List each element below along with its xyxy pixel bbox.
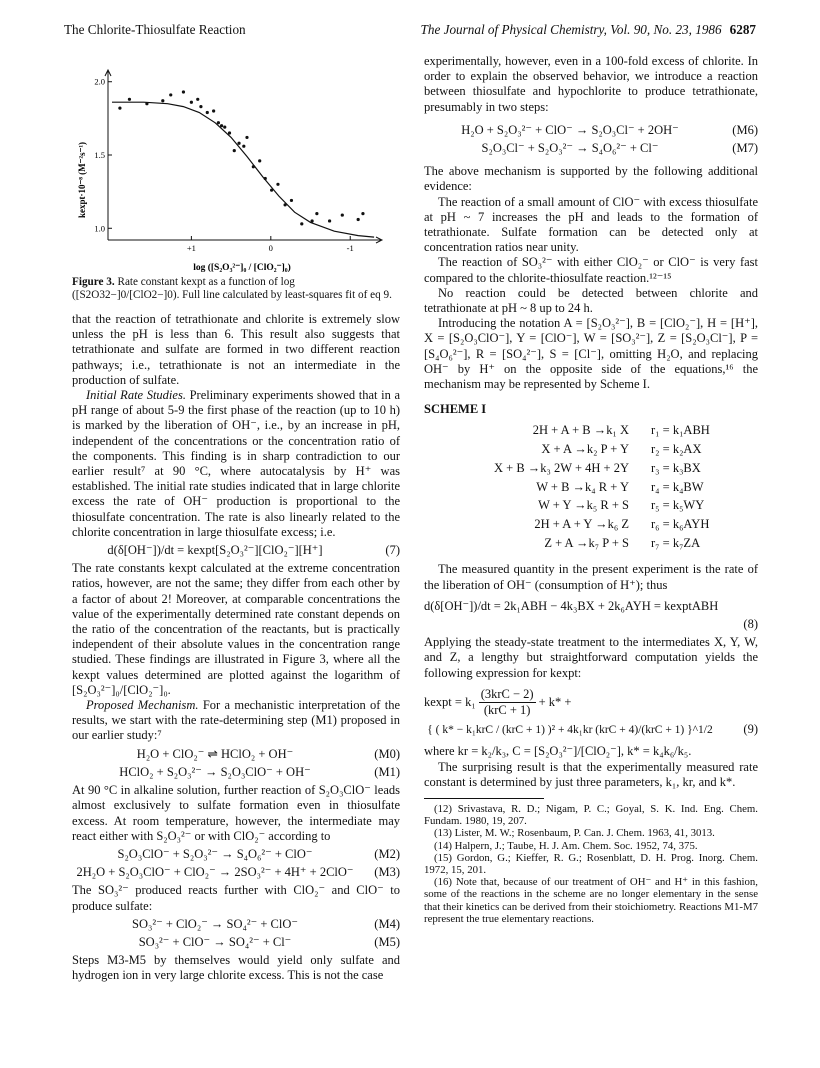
data-point — [145, 102, 148, 105]
data-point — [270, 189, 273, 192]
right-paragraph-9: where kr = k₂/k₃, C = [S₂O₃²⁻]/[ClO₂⁻], k* = k₄k₆/k₅. — [424, 744, 692, 759]
scheme-step-3 — [424, 461, 758, 476]
equation-8 — [424, 599, 758, 614]
y-tick-label: 1.0 — [94, 223, 105, 234]
right-paragraph-7: The measured quantity in the present experiment is the rate of the liberation of OH⁻ (consumption of H⁺); thus — [424, 562, 758, 592]
data-point — [242, 145, 245, 148]
right-paragraph-5: No reaction could be detected between chlorite and tetrathionate at pH ~ 8 up to 24 h. — [424, 285, 758, 316]
right-paragraph-4: The reaction of SO₃²⁻ with either ClO₂⁻ or ClO⁻ is very fast compared to the chlorite-thiosulfate reaction.¹²⁻¹⁵ — [424, 255, 758, 285]
reaction-m5 — [72, 935, 400, 950]
reaction-m1 — [72, 765, 400, 780]
equation-9-tag: (9) — [743, 722, 758, 737]
x-tick-label: -1 — [346, 243, 354, 253]
reaction-m3-tag: (M3) — [374, 865, 400, 880]
scheme-step-1 — [424, 423, 758, 438]
section-heading-mechanism: Proposed Mechanism. — [86, 698, 199, 713]
data-point — [276, 183, 279, 186]
equation-9-fraction — [479, 687, 536, 718]
data-points — [118, 90, 364, 225]
reaction-m7 — [424, 141, 758, 156]
reaction-m5-body: SO₃²⁻ + ClO⁻ → SO₄²⁻ + Cl⁻ — [138, 934, 292, 949]
equation-9-numerator: (3krC − 2) — [479, 687, 536, 703]
reaction-m7-tag: (M7) — [732, 141, 758, 156]
left-column — [72, 62, 400, 984]
data-point — [328, 219, 331, 222]
data-point — [361, 212, 364, 215]
y-tick-label: 2.0 — [94, 76, 105, 87]
data-point — [228, 131, 231, 134]
x-ticks — [187, 236, 354, 253]
data-point — [206, 111, 209, 114]
data-point — [118, 107, 121, 110]
scheme-step-2 — [424, 442, 758, 457]
reaction-m0 — [72, 747, 400, 762]
figure-3 — [72, 62, 400, 274]
scheme-reaction: 2H + A + Y →k₆ Z — [534, 516, 629, 531]
data-point — [357, 218, 360, 221]
equation-9-root-row — [424, 722, 758, 738]
reaction-m3 — [72, 865, 400, 880]
x-axis-label: log ([S₂O₃²⁻]₀ / [ClO₂⁻]₀) — [193, 263, 291, 273]
data-point — [212, 109, 215, 112]
right-column — [424, 54, 758, 925]
scheme-title: SCHEME I — [424, 402, 487, 417]
scheme-1 — [424, 423, 758, 550]
reaction-m0-body: H₂O + ClO₂⁻ ⇌ HClO₂ + OH⁻ — [136, 746, 294, 761]
reaction-m1-body: HClO₂ + S₂O₃²⁻ → S₂O₃ClO⁻ + OH⁻ — [119, 764, 311, 779]
data-point — [245, 136, 248, 139]
reaction-m3-body: 2H₂O + S₂O₃ClO⁻ + ClO₂⁻ → 2SO₃²⁻ + 4H⁺ + 2ClO⁻ — [76, 865, 354, 880]
data-point — [217, 121, 220, 124]
data-point — [315, 212, 318, 215]
reaction-m4-body: SO₃²⁻ + ClO₂⁻ → SO₄²⁻ + ClO⁻ — [132, 916, 298, 931]
right-paragraph-10: The surprising result is that the experimentally measured rate constant is determined by just three parameters, k₁, kr, and k*. — [424, 759, 758, 789]
reaction-m6-tag: (M6) — [732, 122, 758, 137]
scheme-reaction: W + Y →k₅ R + S — [538, 498, 629, 513]
scheme-step-6 — [424, 517, 758, 532]
data-point — [311, 219, 314, 222]
right-paragraph-8: Applying the steady-state treatment to the intermediates X, Y, W, and Z, a lengthy but straightforward computation yields the following expression for kexpt: — [424, 635, 758, 680]
scheme-rate-law: r₇ = k₇ZA — [651, 535, 701, 550]
data-point — [199, 105, 202, 108]
scheme-rate-law: r₅ = k₅WY — [651, 498, 705, 513]
scheme-step-7 — [424, 536, 758, 551]
scheme-rate-law: r₄ = k₄BW — [651, 479, 704, 494]
equation-9 — [424, 687, 758, 739]
footnote-rule — [424, 798, 544, 799]
data-point — [290, 199, 293, 202]
equation-9-lhs: kexpt = k₁ — [424, 694, 476, 709]
data-point — [237, 142, 240, 145]
scheme-reaction: X + B →k₃ 2W + 4H + 2Y — [494, 460, 629, 475]
figure-caption-text: Rate constant kexpt as a function of log ([S2O32−]0/[ClO2−]0). Full line calculated by least-squares fit of eq 9. — [72, 276, 392, 301]
footnotes — [424, 803, 758, 925]
data-point — [252, 165, 255, 168]
right-paragraph-2: The above mechanism is supported by the following additional evidence: — [424, 164, 758, 194]
scheme-reaction: W + B →k₄ R + Y — [536, 479, 629, 494]
right-paragraph-3: The reaction of a small amount of ClO⁻ with excess thiosulfate at pH ~ 7 increases the pH and leads to the formation of tetrathionate. Sulfate formation can be detected only at concentration ratios near unity. — [424, 194, 758, 255]
data-point — [258, 159, 261, 162]
data-point — [128, 98, 131, 101]
fit-curve — [112, 102, 374, 237]
data-point — [220, 124, 223, 127]
running-head-right — [421, 22, 756, 38]
equation-7-body: d(δ[OH⁻])/dt = kexpt[S₂O₃²⁻][ClO₂⁻][H⁺] — [107, 543, 323, 558]
reaction-m2 — [72, 847, 400, 862]
scheme-step-5 — [424, 498, 758, 513]
x-tick-label: +1 — [186, 243, 196, 253]
equation-9-root: { ( k* − k₁krC / (krC + 1) )² + 4k₁kr (krC + 4)/(krC + 1) }^1/2 — [427, 724, 713, 737]
footnote-15: (15) Gordon, G.; Kieffer, R. G.; Rosenblatt, D. H. Prog. Inorg. Chem. 1972, 15, 201. — [424, 851, 758, 877]
scheme-rate-law: r₃ = k₃BX — [651, 460, 701, 475]
y-ticks — [94, 77, 112, 234]
right-paragraph-1: experimentally, however, even in a 100-fold excess of chlorite. In order to explain the observed behavior, we introduce a reaction between thiosulfate and hypochlorite to produce tetrathionate, presumably in two steps: — [424, 54, 758, 114]
left-paragraph-1: that the reaction of tetrathionate and chlorite is extremely slow unless the pH is less than 6. This result also suggests that tetrathionate and sulfate are formed in two different reaction pathways; i.e., tetrathionate is not an intermediate in the production of sulfate. — [72, 312, 400, 387]
footnote-16: (16) Note that, because of our treatment of OH⁻ and H⁺ in this fashion, some of the reactions in the scheme are no longer elementary in the sense that their kinetics can be derived from their stoichiometry. Reactions M1-M7 represent the true elementary reactions. — [424, 876, 758, 925]
figure-caption-label: Figure 3. — [72, 276, 115, 288]
scheme-rate-law: r₆ = k₆AYH — [651, 516, 710, 531]
equation-7 — [72, 543, 400, 558]
figure-3-chart — [72, 62, 400, 274]
chart-axes — [105, 70, 382, 243]
left-paragraph-2 — [72, 388, 400, 540]
right-paragraph-6: Introducing the notation A = [S₂O₃²⁻], B = [ClO₂⁻], H = [H⁺], X = [S₂O₃ClO⁻], Y = [ClO⁻], W = [SO₃²⁻], Z = [S₂O₃Cl⁻], P = [S₄O₆²⁻], R = [SO₄²⁻], S = [Cl⁻], omitting H₂O, and replacing OH⁻ by H⁺ on the opposite side of the equations,¹⁶ the mechanism may be represented by Scheme I. — [424, 316, 758, 392]
data-point — [264, 177, 267, 180]
data-point — [341, 213, 344, 216]
reaction-m2-tag: (M2) — [374, 846, 400, 861]
scheme-rate-law: r₂ = k₂AX — [651, 442, 702, 457]
left-paragraph-5: At 90 °C in alkaline solution, further reaction of S₂O₃ClO⁻ leads almost exclusively to sulfate formation even in thiosulfate excess. At room temperature, however, the intermediate may react either with S₂O₃²⁻ or with ClO₂⁻ according to — [72, 783, 400, 843]
equation-8-tag-row — [424, 617, 758, 632]
equation-7-tag: (7) — [385, 543, 400, 558]
scheme-rate-law: r₁ = k₁ABH — [651, 423, 710, 438]
figure-caption — [72, 276, 400, 302]
reaction-m6-body: H₂O + S₂O₃²⁻ + ClO⁻ → S₂O₃Cl⁻ + 2OH⁻ — [461, 122, 679, 137]
data-point — [169, 93, 172, 96]
scheme-step-4 — [424, 480, 758, 495]
scheme-reaction: X + A →k₂ P + Y — [541, 442, 629, 457]
page-number: 6287 — [729, 22, 756, 37]
data-point — [190, 101, 193, 104]
running-head-left: The Chlorite-Thiosulfate Reaction — [64, 22, 246, 37]
left-paragraph-3: The rate constants kexpt calculated at the extreme concentration ratios, however, are not the same; they differ from each other by a factor of about 2! Moreover, at comparable concentrations the value of the experimentally determined rate constant depends on the ratio of the concentration of the reactants, but is practically independent of their absolute values in the concentration range studied. These findings are illustrated in Figure 3, where all the kexpt values determined are plotted against the logarithm of [S₂O₃²⁻]₀/[ClO₂⁻]₀. — [72, 561, 400, 697]
equation-9-mid: + k* + — [538, 694, 572, 709]
reaction-m6 — [424, 123, 758, 138]
equation-9-denominator: (krC + 1) — [483, 703, 531, 718]
data-point — [161, 99, 164, 102]
journal-citation: The Journal of Physical Chemistry, Vol. 90, No. 23, 1986 — [420, 22, 722, 37]
reaction-m1-tag: (M1) — [374, 764, 400, 779]
reaction-m2-body: S₂O₃ClO⁻ + S₂O₃²⁻ → S₄O₆²⁻ + ClO⁻ — [117, 846, 313, 861]
data-point — [196, 98, 199, 101]
left-paragraph-6: The SO₃²⁻ produced reacts further with ClO₂⁻ and ClO⁻ to produce sulfate: — [72, 883, 400, 913]
reaction-m7-body: S₂O₃Cl⁻ + S₂O₃²⁻ → S₄O₆²⁻ + Cl⁻ — [481, 141, 659, 156]
data-point — [233, 149, 236, 152]
scheme-reaction: 2H + A + B →k₁ X — [532, 423, 629, 438]
section-heading-initial-rate: Initial Rate Studies. — [86, 388, 186, 403]
data-point — [284, 203, 287, 206]
equation-8-tag: (8) — [743, 617, 758, 631]
reaction-m5-tag: (M5) — [374, 934, 400, 949]
data-point — [300, 222, 303, 225]
data-point — [182, 90, 185, 93]
footnote-14: (14) Halpern, J.; Taube, H. J. Am. Chem. Soc. 1952, 74, 375. — [434, 839, 698, 852]
footnote-13: (13) Lister, M. W.; Rosenbaum, P. Can. J. Chem. 1963, 41, 3013. — [434, 827, 715, 840]
left-paragraph-4 — [72, 698, 400, 744]
footnote-12: (12) Srivastava, R. D.; Nigam, P. C.; Goyal, S. K. Ind. Eng. Chem. Fundam. 1980, 19, 207. — [424, 803, 758, 828]
x-tick-label: 0 — [268, 243, 273, 253]
reaction-m0-tag: (M0) — [374, 746, 400, 761]
reaction-m4-tag: (M4) — [374, 916, 400, 931]
data-point — [223, 126, 226, 129]
left-paragraph-4-text: For a mechanistic interpretation of the results, we start with the rate-determining step (M1) proposed in our earlier study:⁷ — [72, 698, 400, 743]
scheme-reaction: Z + A →k₇ P + S — [544, 535, 629, 550]
reaction-m4 — [72, 917, 400, 932]
y-tick-label: 1.5 — [94, 150, 105, 160]
left-paragraph-7: Steps M3-M5 by themselves would yield only sulfate and hydrogen ion in very large chlorite excess. This is not the case — [72, 953, 400, 983]
left-paragraph-2-text: Preliminary experiments showed that in a pH range of about 5-9 the first phase of the reaction (up to 10 h) is marked by the liberation of OH⁻, i.e., by an increase in pH, independent of the concentrations or the concentration ratio of the components. This finding is in sharp contradiction to our earlier result⁷ at 90 °C, where autocatalysis by H⁺ was established. The initial rate studies indicated that in large chlorite excess the rate of OH⁻ production is proportional to the thiosulfate concentration. The rate is also linearly related to the chlorite concentration in large thiosulfate excess; i.e. — [72, 388, 401, 539]
equation-8-body: d(δ[OH⁻])/dt = 2k₁ABH − 4k₃BX + 2k₆AYH = kexptABH — [424, 598, 719, 613]
y-axis-label: kexpt·10⁻⁸ (M⁻²s⁻¹) — [77, 141, 87, 219]
